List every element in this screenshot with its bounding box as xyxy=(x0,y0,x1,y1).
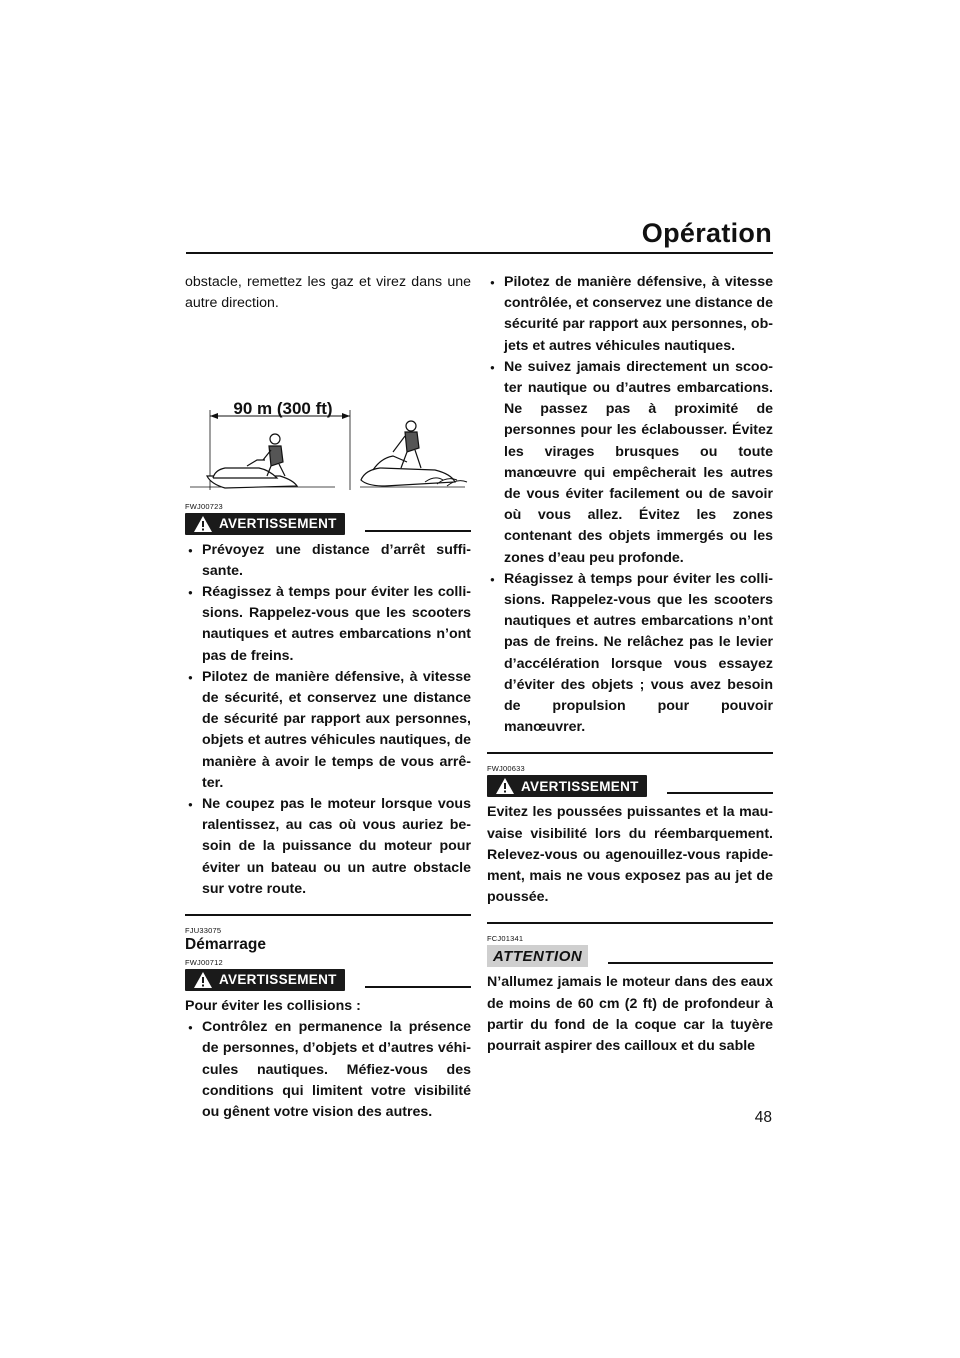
warning-label: AVERTISSEMENT xyxy=(521,778,639,794)
warning-triangle-icon xyxy=(193,971,213,989)
attention-block xyxy=(487,934,773,1057)
jetski-front xyxy=(361,421,467,486)
warning-triangle-icon xyxy=(495,777,515,795)
warning-label: AVERTISSEMENT xyxy=(219,972,337,988)
attention-badge: ATTENTION xyxy=(487,945,588,967)
warning-list xyxy=(185,1017,471,1123)
warning-block-2 xyxy=(185,958,471,1123)
list-item: ● Prévoyez une distance d’arrêt suffisante. xyxy=(185,540,471,582)
page-title: Opération xyxy=(641,218,772,248)
warning-code: FWJ00633 xyxy=(487,764,525,774)
warning-end-rule xyxy=(487,922,773,924)
list-item: ● Ne coupez pas le moteur lorsque vous ralentissez, au cas où vous auriez besoin de la puissance du moteur pour éviter un bateau ou un autre obstacle sur votre route. xyxy=(185,794,471,900)
section-demarrage xyxy=(185,926,471,954)
distance-label: 90 m (300 ft) xyxy=(233,399,333,419)
section-title: Démarrage xyxy=(185,936,266,954)
attention-code: FCJ01341 xyxy=(487,934,524,944)
warning-intro: Pour éviter les collisions : xyxy=(185,998,361,1015)
warning-badge xyxy=(185,969,345,991)
page-number: 48 xyxy=(754,1109,772,1126)
warning-block-3 xyxy=(487,764,773,924)
warning-text: Evitez les poussées puissantes et la mauvaise visibilité lors du réembarquement. Relevez-vous ou agenouillez-vous rapidement, mais ne vous exposez pas au jet de poussée. xyxy=(487,804,773,906)
section-code: FJU33075 xyxy=(185,926,222,936)
list-item: ● Réagissez à temps pour éviter les collisions. Rappelez-vous que les scooters nautiques et autres embarcations n’ont pas de freins. xyxy=(185,582,471,667)
list-item: ● Réagissez à temps pour éviter les collisions. Rappelez-vous que les scooters nautiques et autres embarcations n’ont pas de freins. Ne relâchez pas le levier d’accélération lorsque vous essayez d’éviter des objets ; vous avez besoin de propulsion pour pouvoir manœuvrer. xyxy=(487,569,773,739)
list-item: ● Ne suivez jamais directement un scooter nautique ou d’autres embarcations. Ne passez pas à proximité de personnes pour les éclabousser. Évitez les virages brusques ou toute manœuvre qui empêcherait les autres de vous éviter facilement ou de savoir où vous allez. Évitez les zones contenant des objets immergés ou les zones d’eau peu profonde. xyxy=(487,357,773,569)
jetski-distance-illustration xyxy=(185,320,471,490)
intro-paragraph: obstacle, remettez les gaz et virez dans une autre direction. xyxy=(185,274,471,312)
right-column xyxy=(487,272,773,1057)
warning-block-1 xyxy=(185,502,471,916)
jetski-rear xyxy=(207,434,297,488)
warning-list-continued xyxy=(487,272,773,738)
list-item: ● Pilotez de manière défensive, à vitesse contrôlée, et conservez une distance de sécurité par rapport aux personnes, objets et autres véhicules nautiques. xyxy=(487,272,773,357)
warning-code: FWJ00712 xyxy=(185,958,223,968)
left-column xyxy=(185,272,471,1123)
warning-badge xyxy=(185,513,345,535)
header-rule xyxy=(186,252,773,254)
warning-end-rule xyxy=(487,752,773,754)
list-item: ● Pilotez de manière défensive, à vitesse de sécurité, et conservez une distance de sécurité par rapport aux personnes, objets et autres véhicules nautiques, de manière à avoir le temps de vous arrêter. xyxy=(185,667,471,794)
warning-triangle-icon xyxy=(193,515,213,533)
warning-code: FWJ00723 xyxy=(185,501,223,511)
warning-list xyxy=(185,540,471,900)
warning-end-rule xyxy=(185,914,471,916)
list-item: ● Contrôlez en permanence la présence de personnes, d’objets et d’autres véhicules nautiques. Méfiez-vous des conditions qui limitent votre visibilité ou gênent votre vision des autres. xyxy=(185,1017,471,1123)
warning-badge xyxy=(487,775,647,797)
attention-text: N’allumez jamais le moteur dans des eaux de moins de 60 cm (2 ft) de profondeur à partir du fond de la coque car la tuyère pourrait aspirer des cailloux et du sable xyxy=(487,974,773,1055)
warning-label: AVERTISSEMENT xyxy=(219,516,337,531)
